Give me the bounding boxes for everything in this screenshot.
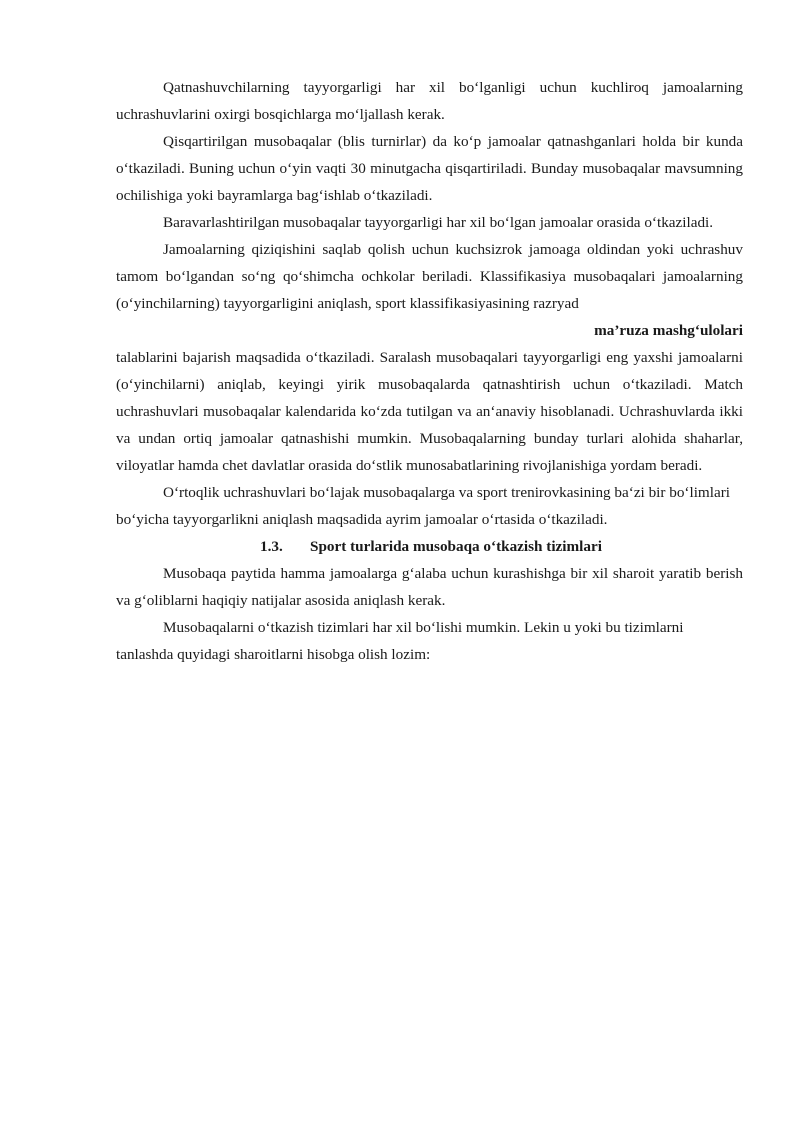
section-heading <box>116 533 743 560</box>
paragraph-systems: Musobaqalarni o‘tkazish tizimlari har xil bo‘lishi mumkin. Lekin u yoki bu tizimlarni tanlashda quyidagi sharoitlarni hisobga olish lozim: <box>116 619 684 663</box>
paragraph-requirements: talablarini bajarish maqsadida o‘tkaziladi. Saralash musobaqalari tayyorgarligi eng yaxshi jamoalarni (o‘yinchilarni) aniqlab, keyingi yirik musobaqalarda qatnashtirish uchun o‘tkaziladi. Match uchrashuvlari musobaqalar kalendarida ko‘zda tutilgan va an‘anaviy hisoblanadi. Uchrashuvlarda ikki va undan ortiq jamoalar qatnashishi mumkin. Musobaqalarning bunday turlari alohida shaharlar, viloyatlar hamda chet davlatlar orasida do‘stlik munosabatlarining rivojlanishiga yordam beradi. <box>116 349 743 474</box>
lecture-label: ma’ruza mashg‘ulolari <box>594 322 743 339</box>
paragraph-friendly: O‘rtoqlik uchrashuvlari bo‘lajak musobaqalarga va sport trenirovkasining ba‘zi bir bo‘limlari bo‘yicha tayyorgarlikni aniqlash maqsadida ayrim jamoalar o‘rtasida o‘tkaziladi. <box>116 484 730 528</box>
paragraph-participants: Qatnashuvchilarning tayyorgarligi har xil bo‘lganligi uchun kuchliroq jamoalarning uchrashuvlarini oxirgi bosqichlarga mo‘ljallash kerak. <box>116 79 743 123</box>
paragraph-conditions: Musobaqa paytida hamma jamoalarga g‘alaba uchun kurashishga bir xil sharoit yaratib berish va g‘oliblarni haqiqiy natijalar asosida aniqlash kerak. <box>116 565 743 609</box>
paragraph-blitz: Qisqartirilgan musobaqalar (blis turnirlar) da ko‘p jamoalar qatnashganlari holda bir kunda o‘tkaziladi. Buning uchun o‘yin vaqti 30 minutgacha qisqartiriladi. Bunday musobaqalar mavsumning ochilishiga yoki bayramlarga bag‘ishlab o‘tkaziladi. <box>116 133 743 204</box>
section-number: 1.3. <box>260 538 283 555</box>
paragraph-interest: Jamoalarning qiziqishini saqlab qolish uchun kuchsizrok jamoaga oldindan yoki uchrashuv tamom bo‘lgandan so‘ng qo‘shimcha ochkolar beriladi. Klassifikasiya musobaqalari jamoalarning (o‘yinchilarning) tayyorgarligini aniqlash, sport klassifikasiyasining razryad <box>116 241 743 312</box>
document-body <box>116 74 743 668</box>
section-title: Sport turlarida musobaqa o‘tkazish tizimlari <box>310 538 602 555</box>
paragraph-equalized: Baravarlashtirilgan musobaqalar tayyorgarligi har xil bo‘lgan jamoalar orasida o‘tkaziladi. <box>163 214 714 231</box>
